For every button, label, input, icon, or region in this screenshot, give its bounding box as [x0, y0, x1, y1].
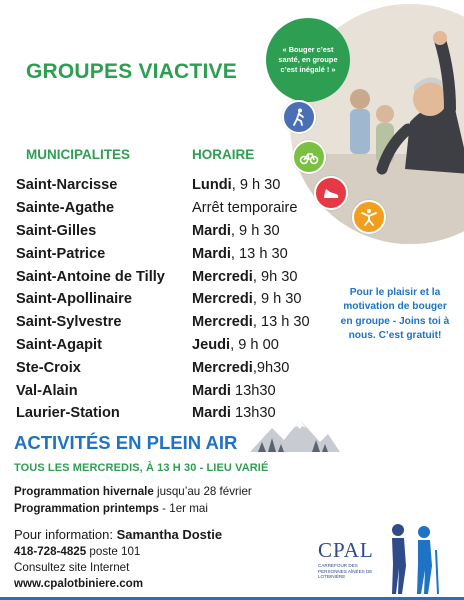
municipality-name: Ste-Croix	[16, 359, 81, 376]
winter-program	[14, 485, 252, 498]
schedule-day: Mardi	[192, 245, 231, 262]
schedule-day: Mardi	[192, 382, 231, 399]
schedule-time: , 9 h 30	[252, 291, 302, 308]
website-link[interactable]: www.cpalotbiniere.com	[14, 577, 144, 590]
schedule-day: Mercredi	[192, 314, 253, 331]
winter-program-label: Programmation hivernale	[14, 485, 154, 498]
schedule-row	[16, 288, 336, 311]
schedule-row	[16, 242, 336, 265]
schedule-day: Mercredi	[192, 268, 253, 285]
outdoor-subtitle: TOUS LES MERCREDIS, À 13 H 30 - LIEU VARIÉ	[14, 462, 269, 474]
schedule-table	[16, 174, 336, 425]
info-contact	[14, 527, 222, 542]
municipality-name: Laurier-Station	[16, 405, 120, 422]
schedule-day: Mercredi	[192, 359, 253, 376]
phone-number: 418-728-4825	[14, 545, 87, 558]
schedule-time: Arrêt temporaire	[192, 200, 298, 217]
schedule-day: Mardi	[192, 405, 231, 422]
municipality-name: Saint-Antoine de Tilly	[16, 268, 165, 285]
municipality-name: Saint-Agapit	[16, 336, 102, 353]
spring-program-label: Programmation printemps	[14, 502, 159, 515]
schedule-time: ,9h30	[252, 359, 290, 376]
spring-program	[14, 502, 208, 515]
contact-name: Samantha Dostie	[116, 527, 223, 542]
outdoor-title: ACTIVITÉS EN PLEIN AIR	[14, 432, 238, 453]
winter-program-text: jusqu’au 28 février	[153, 485, 252, 498]
municipality-name: Saint-Gilles	[16, 222, 97, 239]
schedule-time: , 9 h 30	[231, 177, 281, 194]
schedule-row	[16, 265, 336, 288]
municipality-name: Sainte-Agathe	[16, 200, 115, 217]
schedule-row	[16, 334, 336, 357]
schedule-row	[16, 356, 336, 379]
schedule-header: HORAIRE	[192, 147, 255, 162]
schedule-time: 13h30	[230, 382, 276, 399]
municipality-name: Saint-Sylvestre	[16, 314, 122, 331]
cpal-logo-name: CPAL	[318, 538, 374, 562]
mountains-icon	[250, 418, 340, 452]
schedule-day: Mercredi	[192, 291, 253, 308]
bicycle-icon	[292, 140, 326, 174]
schedule-row	[16, 174, 336, 197]
slogan-bubble: « Bouger c’est santé, en groupe c’est inégalé ! »	[266, 18, 350, 102]
hiking-icon	[282, 100, 316, 134]
municipality-name: Saint-Narcisse	[16, 177, 118, 194]
schedule-row	[16, 379, 336, 402]
schedule-row	[16, 197, 336, 220]
schedule-day: Mardi	[192, 222, 231, 239]
schedule-time: , 13 h 30	[252, 314, 310, 331]
exercise-person-icon	[352, 200, 386, 234]
schedule-time: , 13 h 30	[230, 245, 288, 262]
municipality-name: Saint-Apollinaire	[16, 291, 132, 308]
cpal-logo	[318, 538, 380, 580]
schedule-time: , 9 h 00	[230, 336, 279, 353]
page-title: GROUPES VIACTIVE	[26, 60, 237, 83]
phone-extension: poste 101	[86, 545, 141, 558]
schedule-time: , 9 h 30	[230, 222, 280, 239]
municipality-name: Saint-Patrice	[16, 245, 106, 262]
schedule-day: Lundi	[192, 177, 232, 194]
info-label: Pour information:	[14, 527, 117, 542]
phone-line	[14, 545, 140, 558]
website-label: Consultez site Internet	[14, 561, 130, 574]
spring-program-text: - 1er mai	[158, 502, 208, 515]
cpal-logo-tagline: CARREFOUR DES PERSONNES AÎNÉES DE LOTBINIÈRE	[318, 563, 373, 579]
schedule-day: Jeudi	[192, 336, 231, 353]
schedule-row	[16, 311, 336, 334]
schedule-row	[16, 220, 336, 243]
seniors-walking-icon	[380, 520, 442, 596]
schedule-time: 13h30	[230, 405, 276, 422]
municipality-name: Val-Alain	[16, 382, 78, 399]
municipalities-header: MUNICIPALITES	[26, 147, 130, 162]
schedule-time: , 9h 30	[252, 268, 298, 285]
motivation-note: Pour le plaisir et la motivation de bouger en groupe - Joins toi à nous. C’est gratuit!	[340, 287, 450, 342]
